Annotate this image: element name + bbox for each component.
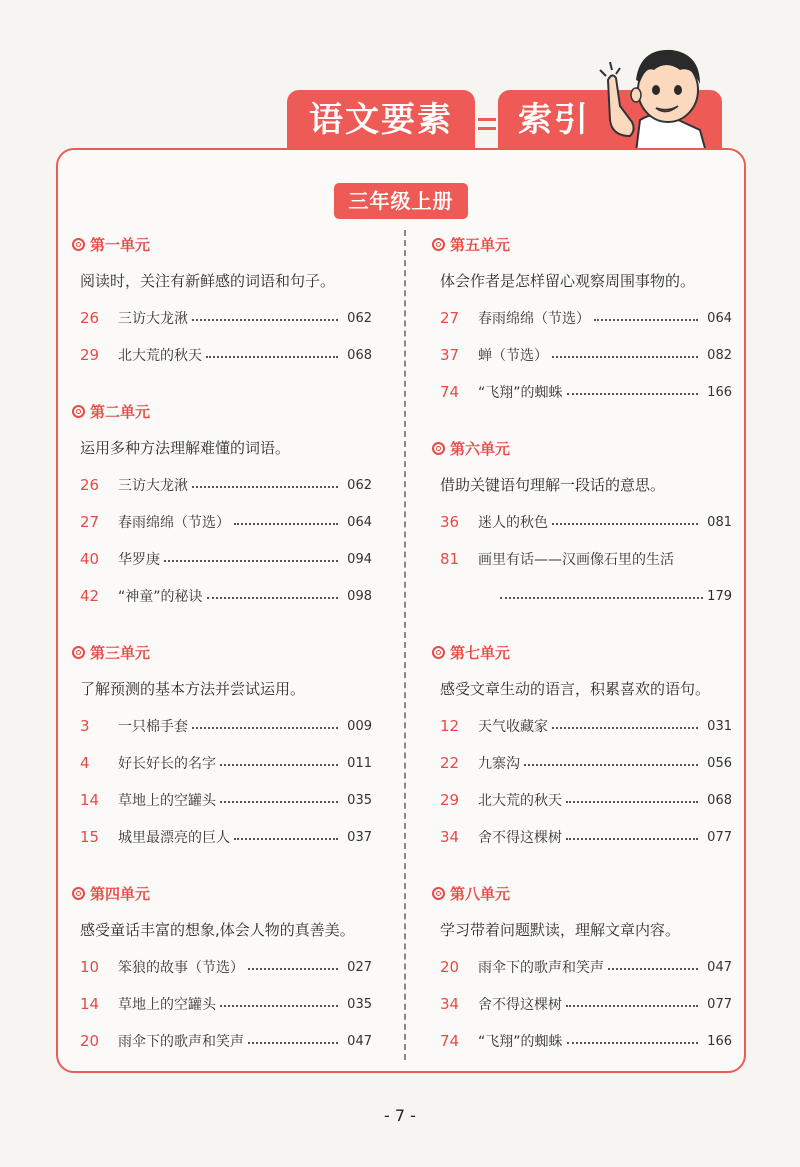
page-footer-number: - 7 - [384, 1106, 416, 1125]
lesson-number: 3 [80, 717, 90, 735]
lesson-number: 27 [80, 513, 100, 531]
unit-goal: 学习带着问题默读，理解文章内容。 [440, 921, 681, 939]
lesson-number: 4 [80, 754, 90, 772]
page-number: 081 [707, 514, 732, 530]
unit-goal: 感受文章生动的语言，积累喜欢的语句。 [440, 680, 711, 698]
list-item[interactable] [80, 825, 372, 849]
lesson-number: 20 [80, 1032, 100, 1050]
leader-dots [567, 393, 698, 395]
unit-block [72, 399, 372, 608]
leader-dots [248, 968, 338, 970]
unit-block [72, 640, 372, 849]
lesson-title: “神童”的秘诀 [118, 589, 203, 605]
lesson-title: 迷人的秋色 [478, 515, 548, 531]
leader-dots [566, 1005, 698, 1007]
lesson-title: 画里有话——汉画像石里的生活 [478, 552, 674, 568]
target-icon [432, 238, 445, 251]
unit-goal: 阅读时，关注有新鲜感的词语和句子。 [80, 272, 336, 290]
leader-dots [552, 523, 698, 525]
lesson-number: 26 [80, 476, 100, 494]
lesson-title: “飞翔”的蜘蛛 [478, 385, 563, 401]
page-number: 035 [347, 792, 372, 808]
leader-dots [164, 560, 338, 562]
list-item[interactable] [440, 825, 732, 849]
page-number: 011 [347, 755, 372, 771]
list-item[interactable] [80, 306, 372, 330]
page-number: 047 [347, 1033, 372, 1049]
list-item[interactable] [440, 788, 732, 812]
list-item-continuation[interactable] [500, 584, 732, 608]
lesson-title: 春雨绵绵（节选） [478, 311, 590, 327]
unit-block [72, 232, 372, 367]
lesson-title: 草地上的空罐头 [118, 793, 216, 809]
page-number: 064 [347, 514, 372, 530]
lesson-title: 好长好长的名字 [118, 756, 216, 772]
unit-block [432, 640, 732, 849]
leader-dots [220, 764, 338, 766]
leader-dots [566, 838, 698, 840]
list-item[interactable] [80, 1029, 372, 1053]
leader-dots [552, 727, 698, 729]
list-item[interactable] [80, 714, 372, 738]
unit-goal: 借助关键语句理解一段话的意思。 [440, 476, 666, 494]
list-item[interactable] [80, 547, 372, 571]
lesson-number: 12 [440, 717, 460, 735]
unit-goal: 感受童话丰富的想象,体会人物的真善美。 [80, 921, 355, 939]
lesson-number: 37 [440, 346, 460, 364]
leader-dots [500, 597, 703, 599]
page-number: 062 [347, 477, 372, 493]
lesson-number: 20 [440, 958, 460, 976]
lesson-title: 九寨沟 [478, 756, 520, 772]
page-number: 179 [707, 588, 732, 604]
unit-heading: 第八单元 [432, 881, 732, 905]
unit-heading: 第一单元 [72, 232, 372, 256]
lesson-title: 舍不得这棵树 [478, 997, 562, 1013]
lesson-title: 北大荒的秋天 [478, 793, 562, 809]
leader-dots [608, 968, 698, 970]
leader-dots [524, 764, 698, 766]
list-item[interactable] [440, 380, 732, 404]
lesson-title: 春雨绵绵（节选） [118, 515, 230, 531]
page-number: 031 [707, 718, 732, 734]
column-divider [404, 230, 406, 1060]
lesson-title: 雨伞下的歌声和笑声 [118, 1034, 244, 1050]
lesson-title: 笨狼的故事（节选） [118, 960, 244, 976]
lesson-number: 10 [80, 958, 100, 976]
lesson-number: 14 [80, 791, 100, 809]
page-number: 056 [707, 755, 732, 771]
leader-dots [192, 727, 338, 729]
page-number: 009 [347, 718, 372, 734]
title-connector [478, 118, 496, 121]
grade-badge: 三年级上册 [334, 183, 468, 219]
list-item[interactable] [440, 1029, 732, 1053]
lesson-number: 34 [440, 995, 460, 1013]
page-number: 035 [347, 996, 372, 1012]
lesson-title: 北大荒的秋天 [118, 348, 202, 364]
page-number: 094 [347, 551, 372, 567]
list-item[interactable] [440, 343, 732, 367]
page-number: 082 [707, 347, 732, 363]
lesson-number: 42 [80, 587, 100, 605]
page-number: 077 [707, 829, 732, 845]
lesson-number: 14 [80, 995, 100, 1013]
list-item[interactable] [80, 955, 372, 979]
target-icon [432, 442, 445, 455]
list-item[interactable] [440, 714, 732, 738]
list-item[interactable] [80, 584, 372, 608]
list-item[interactable] [440, 955, 732, 979]
title-connector [478, 127, 496, 130]
target-icon [72, 646, 85, 659]
lesson-number: 26 [80, 309, 100, 327]
lesson-number: 74 [440, 1032, 460, 1050]
title-left: 语文要素 [309, 100, 453, 140]
page-number: 098 [347, 588, 372, 604]
lesson-title: “飞翔”的蜘蛛 [478, 1034, 563, 1050]
page-number: 077 [707, 996, 732, 1012]
lesson-title: 舍不得这棵树 [478, 830, 562, 846]
list-item[interactable] [80, 751, 372, 775]
lesson-title: 华罗庚 [118, 552, 160, 568]
lesson-title: 三访大龙湫 [118, 311, 188, 327]
lesson-number: 40 [80, 550, 100, 568]
list-item[interactable] [80, 992, 372, 1016]
page-number: 166 [707, 384, 732, 400]
unit-block [72, 881, 372, 1053]
lesson-number: 34 [440, 828, 460, 846]
leader-dots [234, 523, 338, 525]
target-icon [72, 887, 85, 900]
unit-block [432, 881, 732, 1053]
lesson-number: 36 [440, 513, 460, 531]
page-number: 166 [707, 1033, 732, 1049]
list-item[interactable] [440, 992, 732, 1016]
lesson-number: 74 [440, 383, 460, 401]
title-tab-left [287, 90, 475, 150]
leader-dots [220, 801, 338, 803]
unit-heading: 第四单元 [72, 881, 372, 905]
page-number: 068 [347, 347, 372, 363]
list-item[interactable] [440, 510, 732, 534]
unit-heading: 第二单元 [72, 399, 372, 423]
lesson-title: 天气收藏家 [478, 719, 548, 735]
unit-goal: 体会作者是怎样留心观察周围事物的。 [440, 272, 696, 290]
mascot-boy-icon [596, 40, 716, 152]
lesson-number: 81 [440, 550, 460, 568]
page-number: 027 [347, 959, 372, 975]
leader-dots [192, 486, 338, 488]
target-icon [432, 887, 445, 900]
unit-goal: 了解预测的基本方法并尝试运用。 [80, 680, 306, 698]
unit-heading: 第三单元 [72, 640, 372, 664]
leader-dots [552, 356, 698, 358]
lesson-title: 草地上的空罐头 [118, 997, 216, 1013]
target-icon [72, 405, 85, 418]
lesson-number: 22 [440, 754, 460, 772]
lesson-number: 29 [80, 346, 100, 364]
list-item[interactable] [80, 788, 372, 812]
lesson-title: 雨伞下的歌声和笑声 [478, 960, 604, 976]
leader-dots [566, 801, 698, 803]
list-item[interactable] [80, 343, 372, 367]
list-item[interactable] [80, 473, 372, 497]
title-right: 索引 [518, 100, 590, 140]
unit-heading: 第六单元 [432, 436, 732, 460]
leader-dots [248, 1042, 338, 1044]
leader-dots [207, 597, 338, 599]
target-icon [432, 646, 445, 659]
lesson-title: 三访大龙湫 [118, 478, 188, 494]
lesson-title: 一只棉手套 [118, 719, 188, 735]
leader-dots [206, 356, 338, 358]
list-item[interactable] [440, 547, 732, 571]
page-number: 062 [347, 310, 372, 326]
leader-dots [220, 1005, 338, 1007]
lesson-number: 27 [440, 309, 460, 327]
target-icon [72, 238, 85, 251]
unit-block [432, 232, 732, 404]
list-item[interactable] [80, 510, 372, 534]
list-item[interactable] [440, 751, 732, 775]
leader-dots [192, 319, 338, 321]
leader-dots [567, 1042, 698, 1044]
unit-heading: 第七单元 [432, 640, 732, 664]
unit-heading: 第五单元 [432, 232, 732, 256]
lesson-number: 29 [440, 791, 460, 809]
list-item[interactable] [440, 306, 732, 330]
unit-block [432, 436, 732, 608]
page-number: 047 [707, 959, 732, 975]
page-number: 037 [347, 829, 372, 845]
page-number: 068 [707, 792, 732, 808]
page-number: 064 [707, 310, 732, 326]
lesson-title: 蝉（节选） [478, 348, 548, 364]
leader-dots [594, 319, 698, 321]
leader-dots [234, 838, 338, 840]
lesson-title: 城里最漂亮的巨人 [118, 830, 230, 846]
lesson-number: 15 [80, 828, 100, 846]
unit-goal: 运用多种方法理解难懂的词语。 [80, 439, 291, 457]
